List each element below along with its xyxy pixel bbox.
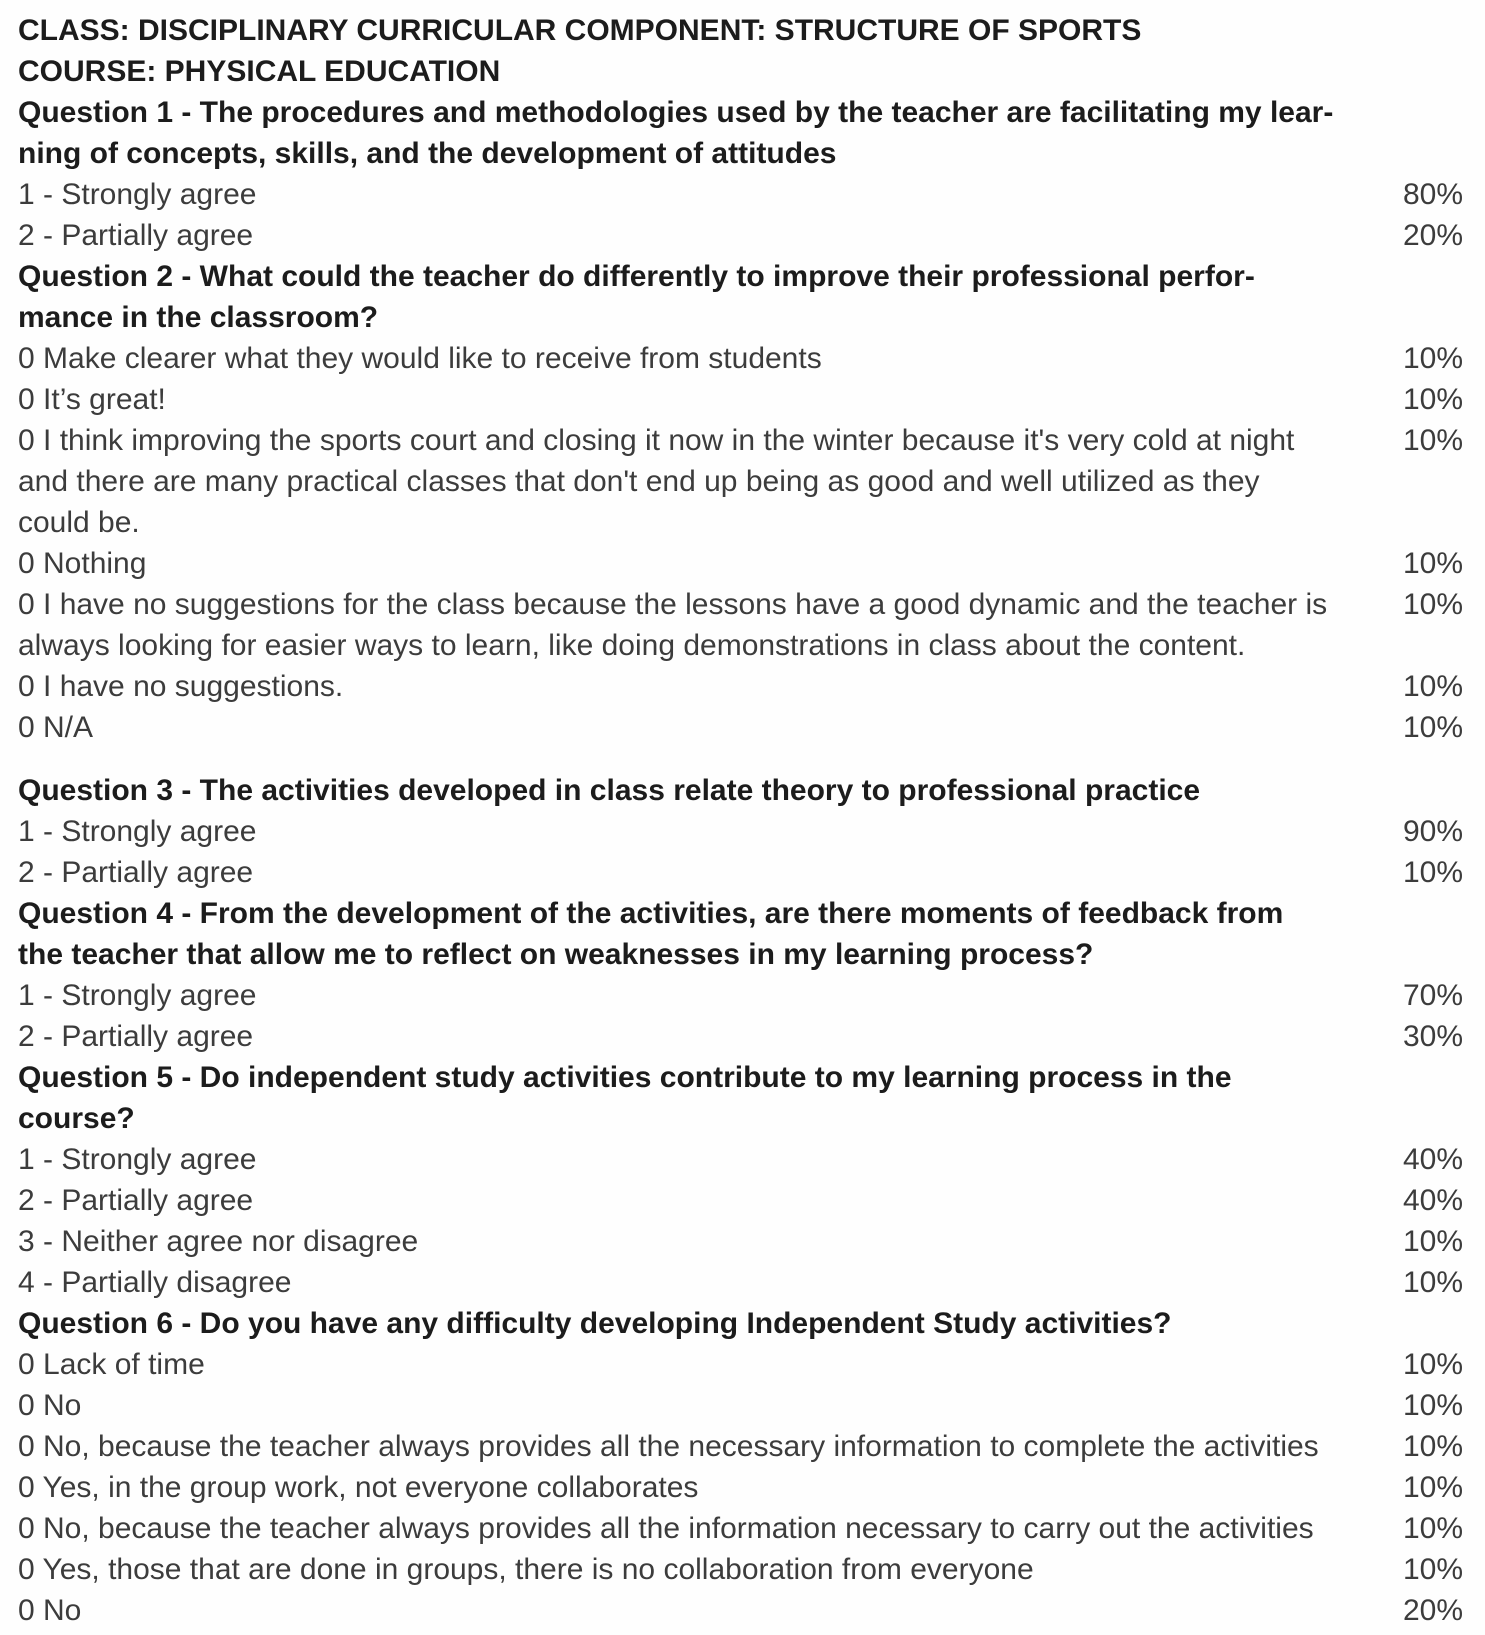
answer-percent: 80% (1402, 178, 1463, 211)
question-block (18, 1303, 1463, 1631)
answer-label (18, 420, 1389, 543)
answer-percent: 20% (1402, 1594, 1463, 1627)
document-header (18, 10, 1463, 92)
answer-label (18, 666, 1389, 707)
answer-row (18, 1549, 1463, 1590)
answer-percent: 10% (1402, 1266, 1463, 1299)
answer-line: 0 Lack of time (18, 1348, 205, 1381)
answer-label (18, 1344, 1389, 1385)
answer-percent: 10% (1402, 711, 1463, 744)
answer-line: 0 I have no suggestions for the class because the lessons have a good dynamic and the teacher is (18, 588, 1328, 621)
answer-line: 0 No (18, 1594, 82, 1627)
answer-line: 2 - Partially agree (18, 1020, 254, 1053)
question-title-line: mance in the classroom? (18, 301, 379, 334)
questions-list (18, 92, 1463, 1631)
course-title: COURSE: PHYSICAL EDUCATION (18, 55, 501, 88)
answer-percent: 10% (1402, 670, 1463, 703)
answer-percent: 10% (1402, 856, 1463, 889)
answer-row (18, 420, 1463, 543)
answer-label (18, 1221, 1389, 1262)
answer-percent: 40% (1402, 1184, 1463, 1217)
answer-label (18, 1139, 1389, 1180)
answer-line: 0 No, because the teacher always provides all the necessary information to complete the activities (18, 1430, 1319, 1463)
question-block (18, 893, 1463, 1057)
answer-row (18, 852, 1463, 893)
answer-row (18, 543, 1463, 584)
answer-row (18, 1016, 1463, 1057)
answer-percent: 10% (1402, 1553, 1463, 1586)
answer-row (18, 338, 1463, 379)
answer-row (18, 666, 1463, 707)
question-title (18, 92, 1463, 174)
answer-line: 0 I think improving the sports court and closing it now in the winter because it's very cold at night (18, 424, 1295, 457)
answer-row (18, 1262, 1463, 1303)
answer-line: 3 - Neither agree nor disagree (18, 1225, 419, 1258)
answer-percent: 10% (1402, 1389, 1463, 1422)
class-title: CLASS: DISCIPLINARY CURRICULAR COMPONENT: STRUCTURE OF SPORTS (18, 14, 1142, 47)
answer-row (18, 975, 1463, 1016)
answer-row (18, 1508, 1463, 1549)
answer-row (18, 811, 1463, 852)
answer-label (18, 1508, 1389, 1549)
answer-label (18, 174, 1389, 215)
answer-line: and there are many practical classes that don't end up being as good and well utilized as they (18, 465, 1260, 498)
answer-percent: 20% (1402, 219, 1463, 252)
answer-percent: 10% (1402, 1430, 1463, 1463)
question-title (18, 1057, 1463, 1139)
answer-line: 0 Make clearer what they would like to receive from students (18, 342, 822, 375)
question-title (18, 256, 1463, 338)
answer-line: 0 I have no suggestions. (18, 670, 344, 703)
answer-line: 2 - Partially agree (18, 856, 254, 889)
answer-label (18, 1590, 1389, 1631)
answer-line: 0 It’s great! (18, 383, 166, 416)
answer-line: 0 Yes, those that are done in groups, there is no collaboration from everyone (18, 1553, 1034, 1586)
answer-line: 1 - Strongly agree (18, 1143, 257, 1176)
answer-percent: 10% (1402, 1348, 1463, 1381)
answer-line: 0 N/A (18, 711, 94, 744)
question-title-line: Question 2 - What could the teacher do differently to improve their professional perfor- (18, 260, 1255, 293)
answer-row (18, 215, 1463, 256)
question-title (18, 1303, 1463, 1344)
answer-row (18, 1467, 1463, 1508)
answer-row (18, 1139, 1463, 1180)
answer-line: always looking for easier ways to learn, like doing demonstrations in class about the content. (18, 629, 1246, 662)
question-title-line: Question 4 - From the development of the activities, are there moments of feedback from (18, 897, 1284, 930)
question-block (18, 1057, 1463, 1303)
answer-label (18, 1180, 1389, 1221)
question-title-line: ning of concepts, skills, and the development of attitudes (18, 137, 837, 170)
answer-percent: 10% (1402, 1512, 1463, 1545)
answer-label (18, 1262, 1389, 1303)
answer-row (18, 584, 1463, 666)
answer-percent: 10% (1402, 1471, 1463, 1504)
answer-row (18, 1221, 1463, 1262)
answer-line: 1 - Strongly agree (18, 979, 257, 1012)
answer-label (18, 1467, 1389, 1508)
answer-row (18, 1385, 1463, 1426)
answer-row (18, 174, 1463, 215)
answer-line: 4 - Partially disagree (18, 1266, 292, 1299)
answer-row (18, 1426, 1463, 1467)
answer-row (18, 1344, 1463, 1385)
answer-label (18, 338, 1389, 379)
answer-line: 0 No (18, 1389, 82, 1422)
answer-label (18, 811, 1389, 852)
answer-percent: 90% (1402, 815, 1463, 848)
answer-line: 0 No, because the teacher always provides all the information necessary to carry out the activities (18, 1512, 1314, 1545)
question-title-line: course? (18, 1102, 135, 1135)
answer-label (18, 1016, 1389, 1057)
answer-percent: 10% (1402, 1225, 1463, 1258)
answer-line: 1 - Strongly agree (18, 178, 257, 211)
question-title-line: Question 6 - Do you have any difficulty developing Independent Study activities? (18, 1307, 1172, 1340)
question-block (18, 92, 1463, 256)
answer-line: 2 - Partially agree (18, 219, 254, 252)
answer-percent: 10% (1402, 588, 1463, 621)
answer-percent: 40% (1402, 1143, 1463, 1176)
question-title-line: Question 3 - The activities developed in class relate theory to professional practice (18, 774, 1201, 807)
question-title (18, 893, 1463, 975)
answer-percent: 30% (1402, 1020, 1463, 1053)
answer-label (18, 543, 1389, 584)
question-title (18, 770, 1463, 811)
answer-row (18, 707, 1463, 748)
answer-line: 1 - Strongly agree (18, 815, 257, 848)
answer-percent: 70% (1402, 979, 1463, 1012)
answer-line: 2 - Partially agree (18, 1184, 254, 1217)
question-title-line: Question 1 - The procedures and methodologies used by the teacher are facilitating my lear- (18, 96, 1334, 129)
answer-line: 0 Yes, in the group work, not everyone collaborates (18, 1471, 699, 1504)
answer-label (18, 852, 1389, 893)
answer-percent: 10% (1402, 547, 1463, 580)
answer-percent: 10% (1402, 383, 1463, 416)
answer-label (18, 379, 1389, 420)
answer-label (18, 1426, 1389, 1467)
answer-line: could be. (18, 506, 140, 539)
question-title-line: Question 5 - Do independent study activities contribute to my learning process in the (18, 1061, 1232, 1094)
answer-label (18, 215, 1389, 256)
question-block (18, 770, 1463, 893)
answer-label (18, 1549, 1389, 1590)
answer-row (18, 1590, 1463, 1631)
question-title-line: the teacher that allow me to reflect on weaknesses in my learning process? (18, 938, 1094, 971)
answer-percent: 10% (1402, 424, 1463, 457)
answer-percent: 10% (1402, 342, 1463, 375)
answer-row (18, 379, 1463, 420)
answer-line: 0 Nothing (18, 547, 147, 580)
answer-label (18, 584, 1389, 666)
question-block (18, 256, 1463, 748)
answer-label (18, 707, 1389, 748)
answer-row (18, 1180, 1463, 1221)
answer-label (18, 1385, 1389, 1426)
answer-label (18, 975, 1389, 1016)
